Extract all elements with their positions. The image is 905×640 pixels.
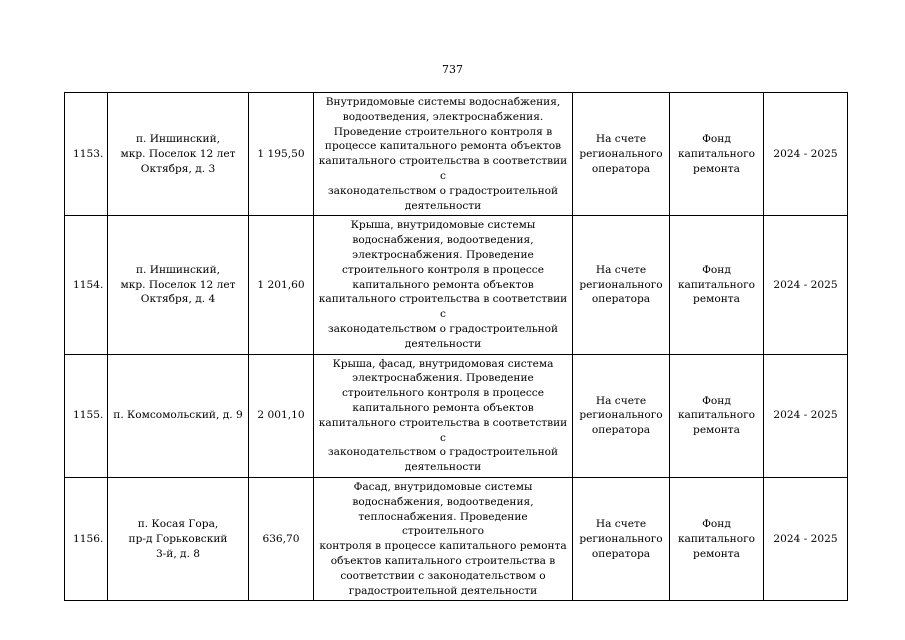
works-cell-line: водоснабжения, водоотведения, (352, 495, 534, 508)
address-cell-line: п. Комсомольский, д. 9 (113, 409, 243, 422)
row-number: 1154. (65, 216, 108, 354)
works-cell-line: Фасад, внутридомовые системы (353, 480, 533, 493)
works-cell (314, 477, 573, 600)
address-cell (108, 216, 249, 354)
account-cell-line: На счете (595, 263, 647, 276)
works-cell-line: законодательством о градостроительной (327, 322, 559, 335)
address-cell-line: п. Косая Гора, (137, 517, 219, 530)
works-cell-line: капитального ремонта объектов (352, 401, 534, 414)
period-cell: 2024 - 2025 (764, 354, 848, 477)
account-cell-line: оператора (591, 424, 651, 437)
works-cell-line: процессе капитального ремонта объектов (324, 140, 562, 153)
works-cell-line: капитального строительства в соответствии с (318, 155, 568, 182)
works-cell (314, 216, 573, 354)
works-cell-line: водоснабжения, водоотведения, (352, 234, 534, 247)
fund-cell-line: ремонта (693, 424, 740, 437)
account-cell-line: оператора (591, 162, 651, 175)
works-cell-line: капитального строительства в соответствии с (318, 416, 568, 444)
fund-cell (670, 216, 764, 354)
fund-cell (670, 354, 764, 477)
works-cell-line: теплоснабжения. Проведение строительного (358, 510, 528, 538)
address-cell-line: Октября, д. 3 (140, 162, 216, 175)
works-cell-line: законодательством о градостроительной (327, 446, 559, 459)
account-cell-line: На счете (595, 517, 647, 530)
address-cell (108, 477, 249, 600)
works-cell-line: деятельности (404, 337, 482, 350)
fund-cell-line: ремонта (693, 162, 740, 175)
area-cell: 1 195,50 (249, 93, 314, 216)
fund-cell-line: капитального (677, 278, 756, 291)
table-row (65, 216, 848, 354)
works-cell-line: водоотведения, электроснабжения. (342, 110, 544, 123)
fund-cell-line: Фонд (702, 394, 731, 407)
works-cell (314, 93, 573, 216)
works-cell-line: электроснабжения. Проведение (352, 372, 534, 385)
works-cell-line: соответствии с законодательством о (340, 569, 546, 582)
row-number: 1155. (65, 354, 108, 477)
account-cell-line: На счете (595, 132, 647, 145)
account-cell (573, 354, 670, 477)
page-number: 737 (442, 63, 463, 76)
works-cell-line: строительного контроля в процессе (341, 263, 544, 276)
fund-cell-line: ремонта (693, 547, 740, 560)
works-cell-line: законодательством о градостроительной (327, 184, 559, 197)
address-cell-line: мкр. Поселок 12 лет (120, 147, 236, 160)
address-cell-line: п. Иншинский, (135, 132, 221, 145)
account-cell (573, 93, 670, 216)
account-cell-line: регионального (579, 278, 663, 291)
address-cell-line: пр-д Горьковский (128, 532, 228, 545)
fund-cell-line: Фонд (702, 263, 731, 276)
works-cell-line: электроснабжения. Проведение (352, 248, 534, 261)
table-row (65, 354, 848, 477)
period-cell: 2024 - 2025 (764, 216, 848, 354)
fund-cell-line: ремонта (693, 293, 740, 306)
works-cell-line: контроля в процессе капитального ремонта (319, 540, 567, 553)
account-cell-line: регионального (579, 147, 663, 160)
address-cell-line: 3-й, д. 8 (155, 547, 201, 560)
address-cell-line: п. Иншинский, (135, 263, 221, 276)
works-cell-line: строительного контроля в процессе (341, 387, 544, 400)
works-cell-line: Внутридомовые системы водоснабжения, (325, 96, 561, 108)
works-cell-line: деятельности (404, 461, 482, 474)
works-cell-line: объектов капитального строительства в (330, 554, 556, 567)
account-cell-line: оператора (591, 293, 651, 306)
account-cell (573, 216, 670, 354)
account-cell-line: На счете (595, 394, 647, 407)
fund-cell (670, 93, 764, 216)
works-cell-line: Крыша, фасад, внутридомовая система (332, 357, 554, 370)
works-cell-line: Проведение строительного контроля в (333, 125, 553, 138)
table-body (65, 93, 848, 601)
works-cell-line: градостроительной деятельности (348, 584, 538, 597)
row-number: 1153. (65, 93, 108, 216)
account-cell-line: оператора (591, 547, 651, 560)
works-cell-line: капитального ремонта объектов (352, 278, 534, 291)
fund-cell (670, 477, 764, 600)
address-cell (108, 354, 249, 477)
account-cell-line: регионального (579, 409, 663, 422)
period-cell: 2024 - 2025 (764, 477, 848, 600)
account-cell-line: регионального (579, 532, 663, 545)
account-cell (573, 477, 670, 600)
period-cell: 2024 - 2025 (764, 93, 848, 216)
address-cell (108, 93, 249, 216)
works-cell-line: Крыша, внутридомовые системы (350, 219, 536, 232)
area-cell: 636,70 (249, 477, 314, 600)
fund-cell-line: капитального (677, 532, 756, 545)
fund-cell-line: Фонд (702, 132, 731, 145)
table-row (65, 477, 848, 600)
capital-repair-table (64, 92, 848, 601)
address-cell-line: Октября, д. 4 (140, 293, 216, 306)
fund-cell-line: капитального (677, 147, 756, 160)
area-cell: 2 001,10 (249, 354, 314, 477)
row-number: 1156. (65, 477, 108, 600)
fund-cell-line: капитального (677, 409, 756, 422)
works-cell-line: деятельности (404, 199, 482, 212)
area-cell: 1 201,60 (249, 216, 314, 354)
works-cell (314, 354, 573, 477)
fund-cell-line: Фонд (702, 517, 731, 530)
address-cell-line: мкр. Поселок 12 лет (120, 278, 236, 291)
works-cell-line: капитального строительства в соответствии с (318, 293, 568, 321)
table-row (65, 93, 848, 216)
